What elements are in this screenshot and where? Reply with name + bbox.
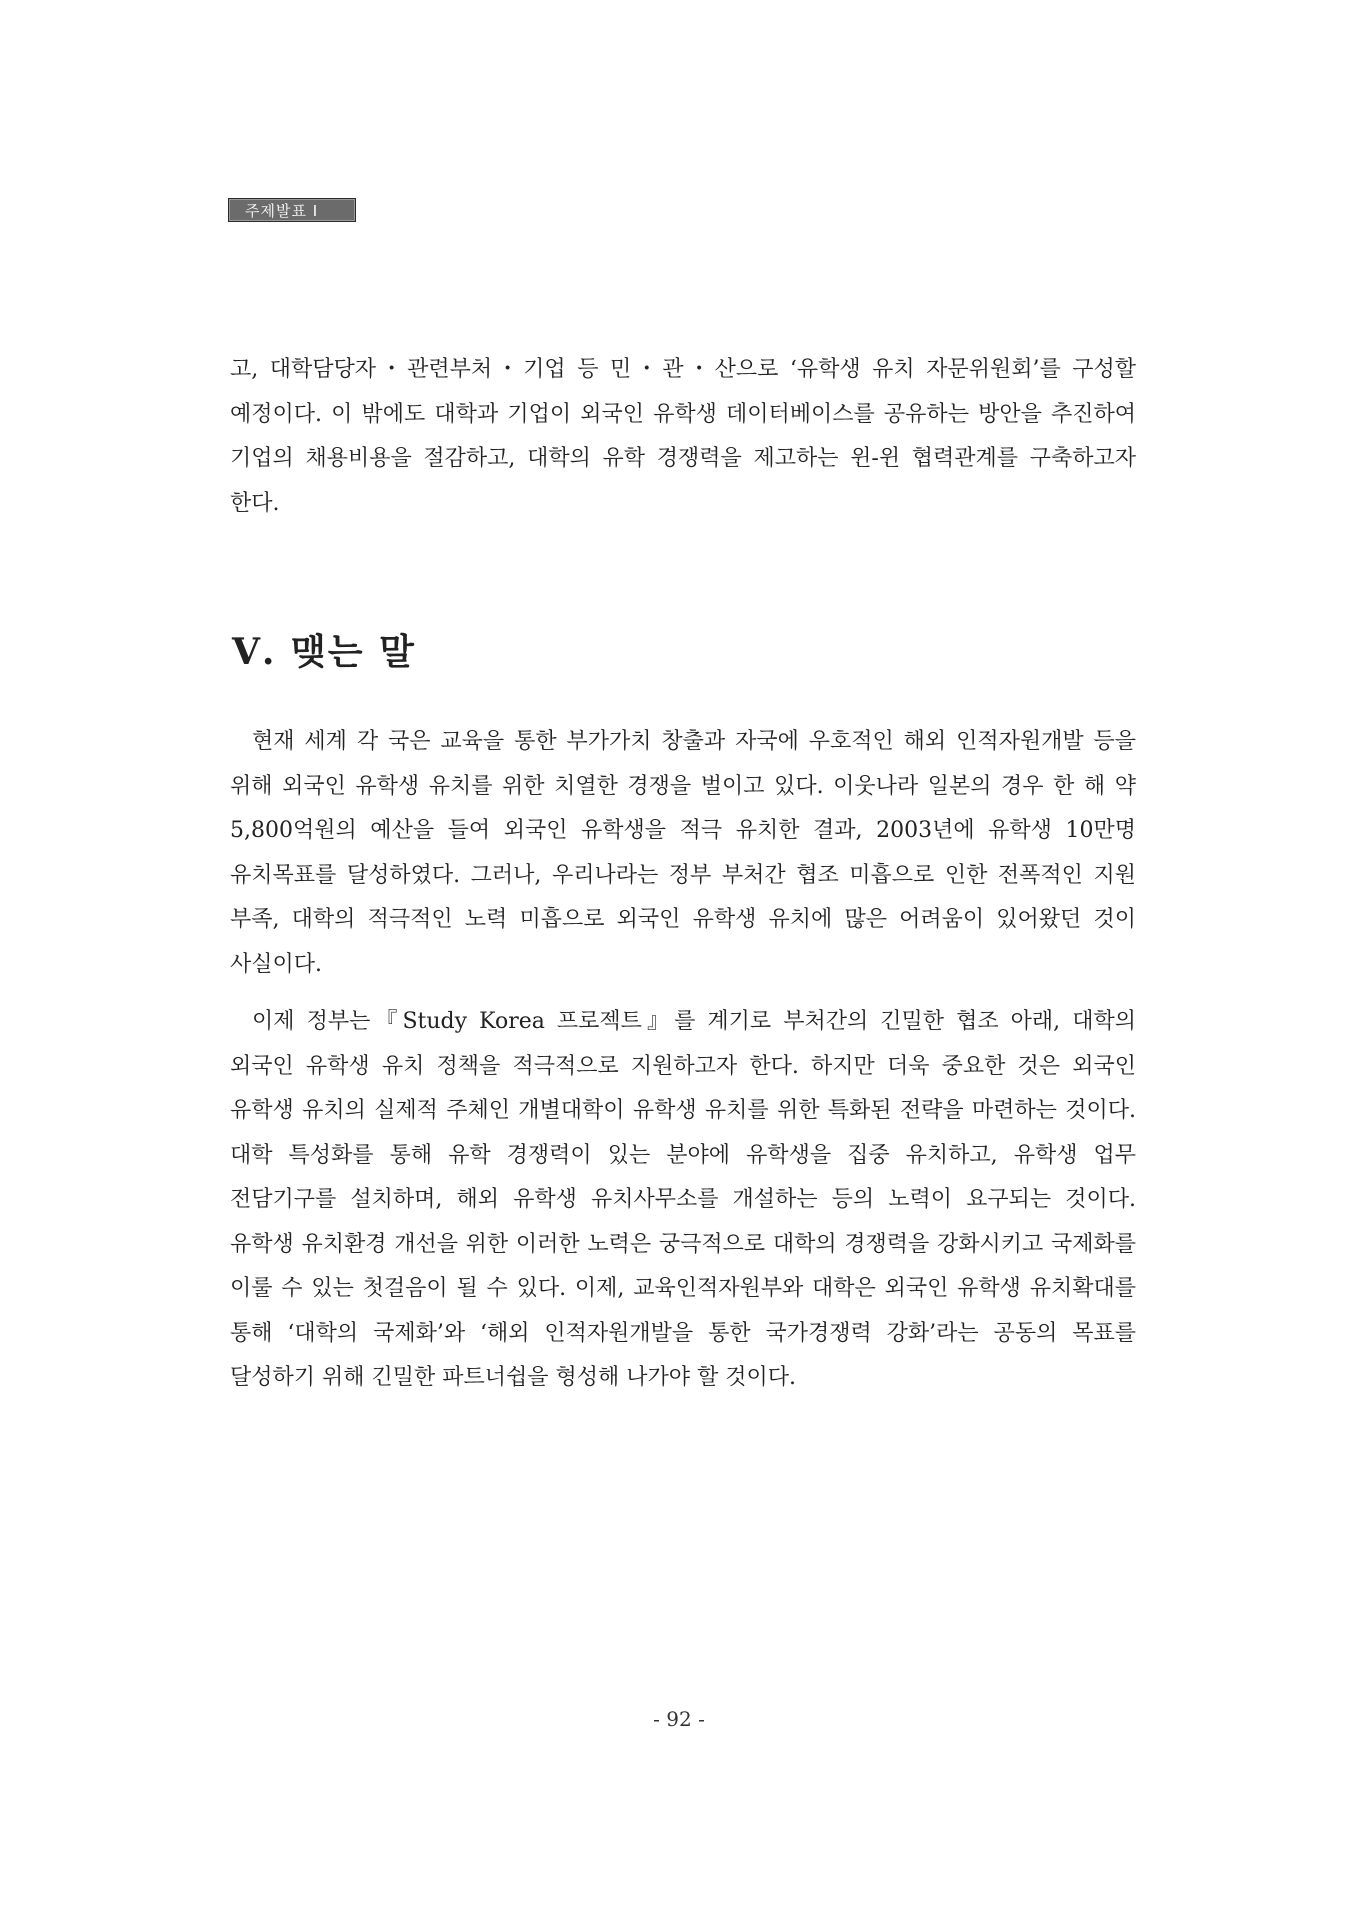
page-number: - 92 - — [653, 1707, 705, 1731]
conclusion-paragraph-1: 현재 세계 각 국은 교육을 통한 부가가치 창출과 자국에 우호적인 해외 인적자원개발 등을 위해 외국인 유학생 유치를 위한 치열한 경쟁을 벌이고 있다. 이웃나라 일본의 경우 한 해 약 5,800억원의 예산을 들여 외국인 유학생을 적극 유치한 결과, 2003년에 유학생 10만명 유치목표를 달성하였다. 그러나, 우리나라는 정부 부처간 협조 미흡으로 인한 전폭적인 지원 부족, 대학의 적극적인 노력 미흡으로 외국인 유학생 유치에 많은 어려움이 있어왔던 것이 사실이다. — [230, 729, 1136, 977]
section-title: Ⅴ. 맺는 말 — [232, 631, 416, 673]
section-header-tag: 주제발표 I — [228, 198, 356, 222]
conclusion-paragraph-2: 이제 정부는『Study Korea 프로젝트』를 계기로 부처간의 긴밀한 협조 아래, 대학의 외국인 유학생 유치 정책을 적극적으로 지원하고자 한다. 하지만 더욱 중요한 것은 외국인 유학생 유치의 실제적 주체인 개별대학이 유학생 유치를 위한 특화된 전략을 마련하는 것이다. 대학 특성화를 통해 유학 경쟁력이 있는 분야에 유학생을 집중 유치하고, 유학생 업무 전담기구를 설치하며, 해외 유학생 유치사무소를 개설하는 등의 노력이 요구되는 것이다. 유학생 유치환경 개선을 위한 이러한 노력은 궁극적으로 대학의 경쟁력을 강화시키고 국제화를 이룰 수 있는 첫걸음이 될 수 있다. 이제, 교육인적자원부와 대학은 외국인 유학생 유치확대를 통해 ‘대학의 국제화’와 ‘해외 인적자원개발을 통한 국가경쟁력 강화’라는 공동의 목표를 달성하기 위해 긴밀한 파트너쉽을 형성해 나가야 할 것이다. — [230, 1009, 1136, 1390]
intro-paragraph: 고, 대학담당자・관련부처・기업 등 민・관・산으로 ‘유학생 유치 자문위원회’를 구성할 예정이다. 이 밖에도 대학과 기업이 외국인 유학생 데이터베이스를 공유하는 방안을 추진하여 기업의 채용비용을 절감하고, 대학의 유학 경쟁력을 제고하는 윈-윈 협력관계를 구축하고자 한다. — [230, 357, 1136, 516]
